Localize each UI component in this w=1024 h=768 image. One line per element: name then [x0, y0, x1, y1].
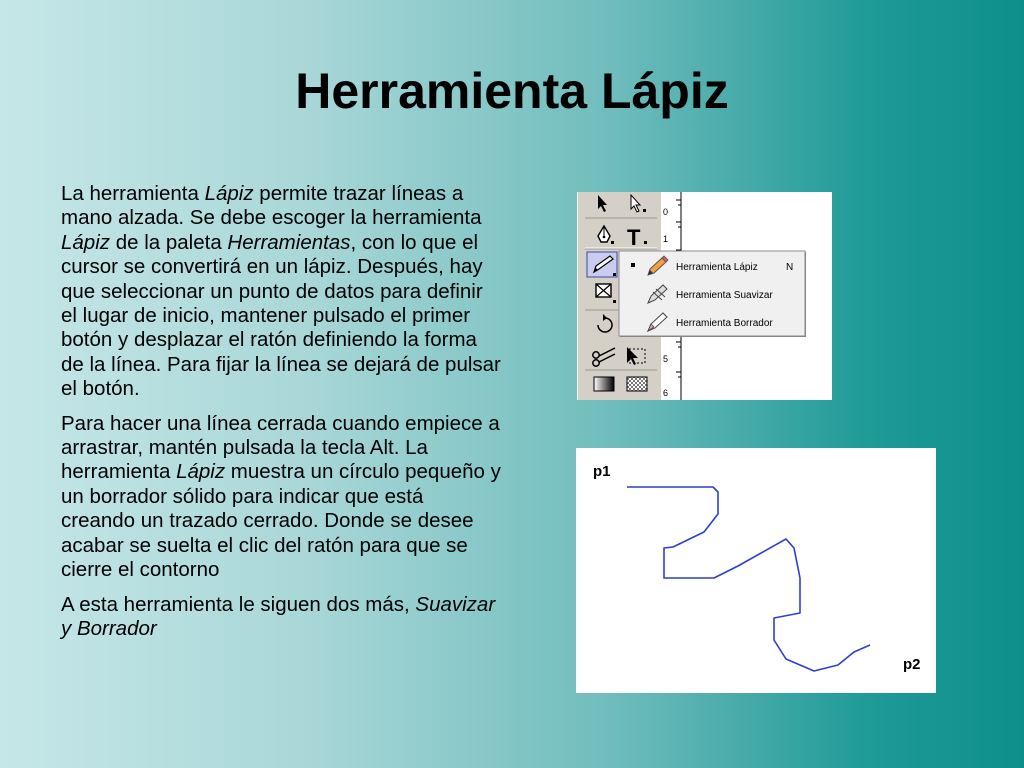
- paragraph: [61, 412, 501, 583]
- body-text: [61, 182, 501, 641]
- path-figure: [576, 448, 936, 693]
- italic-text: Lápiz: [204, 182, 254, 205]
- ruler-number: 6: [663, 388, 669, 398]
- paragraph: [61, 182, 501, 402]
- paragraph-text: Para hacer una línea cerrada cuando empiece a arrastrar, mantén pulsada la tecla Alt. La herramienta: [61, 411, 500, 484]
- selected-bullet-icon: [631, 263, 635, 267]
- menu-item-shortcut: N: [786, 262, 794, 273]
- paragraph-text: , con lo que el cursor se convertirá en un lápiz. Después, hay que seleccionar un punto de datos para definir el lugar de inicio, mantener pulsado el primer botón y desplazar el ratón definiendo la forma de la línea. Para fijar la línea se dejará de pulsar el botón.: [61, 230, 501, 401]
- tool-flyout-menu: [619, 251, 806, 337]
- svg-text:T: T: [627, 225, 641, 250]
- paragraph-text: La herramienta: [61, 182, 205, 205]
- paragraph-text: muestra un círculo pequeño y un borrador sólido para indicar que está creando un trazado cerrado. Donde se desee acabar se suelta el clic del ratón para que se cierre el contorno: [61, 460, 501, 582]
- ruler-number: 0: [663, 207, 669, 217]
- start-point-label: p1: [593, 463, 611, 480]
- paragraph-text: A esta herramienta le siguen dos más,: [61, 592, 416, 616]
- menu-item-label: Herramienta Lápiz: [676, 262, 758, 273]
- end-point-label: p2: [903, 656, 921, 673]
- paragraph-text: de la paleta: [110, 230, 228, 254]
- slide-title: Herramienta Lápiz: [295, 63, 729, 119]
- pencil-icon[interactable]: [587, 252, 617, 277]
- ruler-number: 5: [663, 354, 669, 364]
- paragraph-text: permite trazar líneas a mano alzada. Se debe escoger la herramienta: [61, 182, 482, 230]
- italic-text: Lápiz: [61, 230, 111, 254]
- menu-item-label: Herramienta Suavizar: [676, 290, 773, 301]
- menu-item-label: Herramienta Borrador: [676, 318, 773, 329]
- toolbar-figure: [577, 192, 832, 400]
- gradient-icon[interactable]: [594, 377, 614, 391]
- italic-text: Suavizar y Borrador: [61, 592, 496, 640]
- italic-text: Lápiz: [176, 460, 226, 484]
- mesh-icon[interactable]: [627, 377, 647, 391]
- italic-text: Herramientas: [227, 230, 351, 254]
- freehand-path: [627, 487, 870, 671]
- ruler-number: 1: [663, 234, 669, 244]
- paragraph: [61, 593, 501, 642]
